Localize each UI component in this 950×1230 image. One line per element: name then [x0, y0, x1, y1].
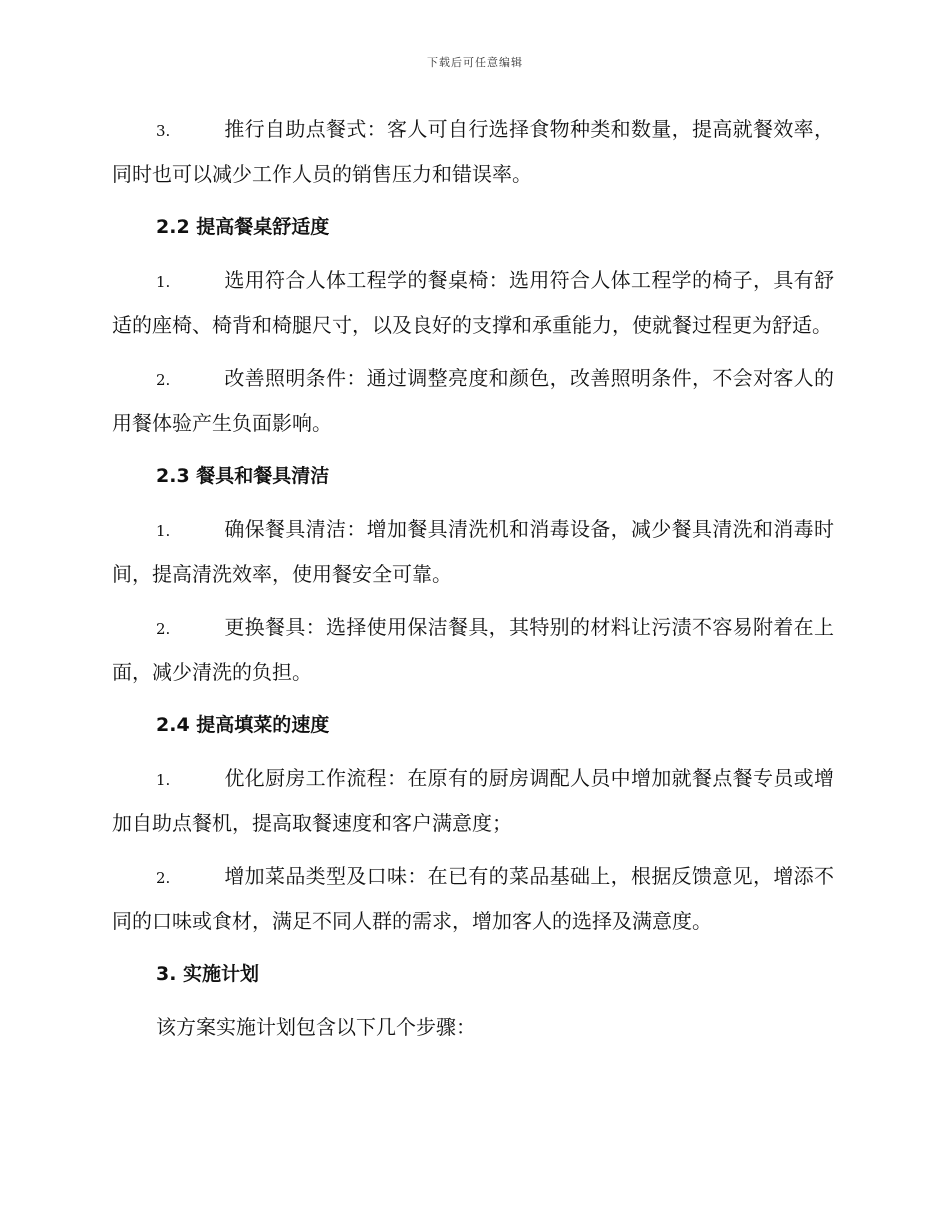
list-number: 2. [156, 371, 171, 389]
section-heading: 2.3 餐具和餐具清洁 [156, 465, 330, 487]
list-text: 更换餐具：选择使用保洁餐具，其特别的材料让污渍不容易附着在上面，减少清洗的负担。 [112, 615, 834, 684]
list-number: 3. [156, 122, 171, 140]
document-body [112, 108, 834, 1059]
list-item [112, 606, 834, 694]
section-heading: 2.4 提高填菜的速度 [156, 714, 330, 736]
paragraph: 该方案实施计划包含以下几个步骤： [156, 1015, 476, 1039]
list-text: 优化厨房工作流程：在原有的厨房调配人员中增加就餐点餐专员或增加自助点餐机，提高取餐速度和客户满意度； [112, 766, 834, 835]
list-item [112, 108, 834, 196]
list-number: 1. [156, 771, 171, 789]
list-item [112, 855, 834, 943]
list-number: 2. [156, 620, 171, 638]
list-item [112, 357, 834, 445]
list-text: 推行自助点餐式：客人可自行选择食物种类和数量，提高就餐效率，同时也可以减少工作人员的销售压力和错误率。 [112, 117, 834, 186]
section-heading: 2.2 提高餐桌舒适度 [156, 216, 330, 238]
list-item [112, 757, 834, 845]
list-item [112, 259, 834, 347]
list-number: 1. [156, 273, 171, 291]
list-item [112, 508, 834, 596]
list-text: 选用符合人体工程学的餐桌椅：选用符合人体工程学的椅子，具有舒适的座椅、椅背和椅腿尺寸，以及良好的支撑和承重能力，使就餐过程更为舒适。 [112, 268, 834, 337]
list-text: 改善照明条件：通过调整亮度和颜色，改善照明条件，不会对客人的用餐体验产生负面影响。 [112, 366, 834, 435]
list-number: 2. [156, 869, 171, 887]
list-text: 增加菜品类型及口味：在已有的菜品基础上，根据反馈意见，增添不同的口味或食材，满足不同人群的需求，增加客人的选择及满意度。 [112, 864, 834, 933]
list-number: 1. [156, 522, 171, 540]
section-heading: 3. 实施计划 [156, 963, 260, 985]
list-text: 确保餐具清洁：增加餐具清洗机和消毒设备，减少餐具清洗和消毒时间，提高清洗效率，使用餐安全可靠。 [112, 517, 834, 586]
page-header: 下载后可任意编辑 [427, 56, 523, 69]
